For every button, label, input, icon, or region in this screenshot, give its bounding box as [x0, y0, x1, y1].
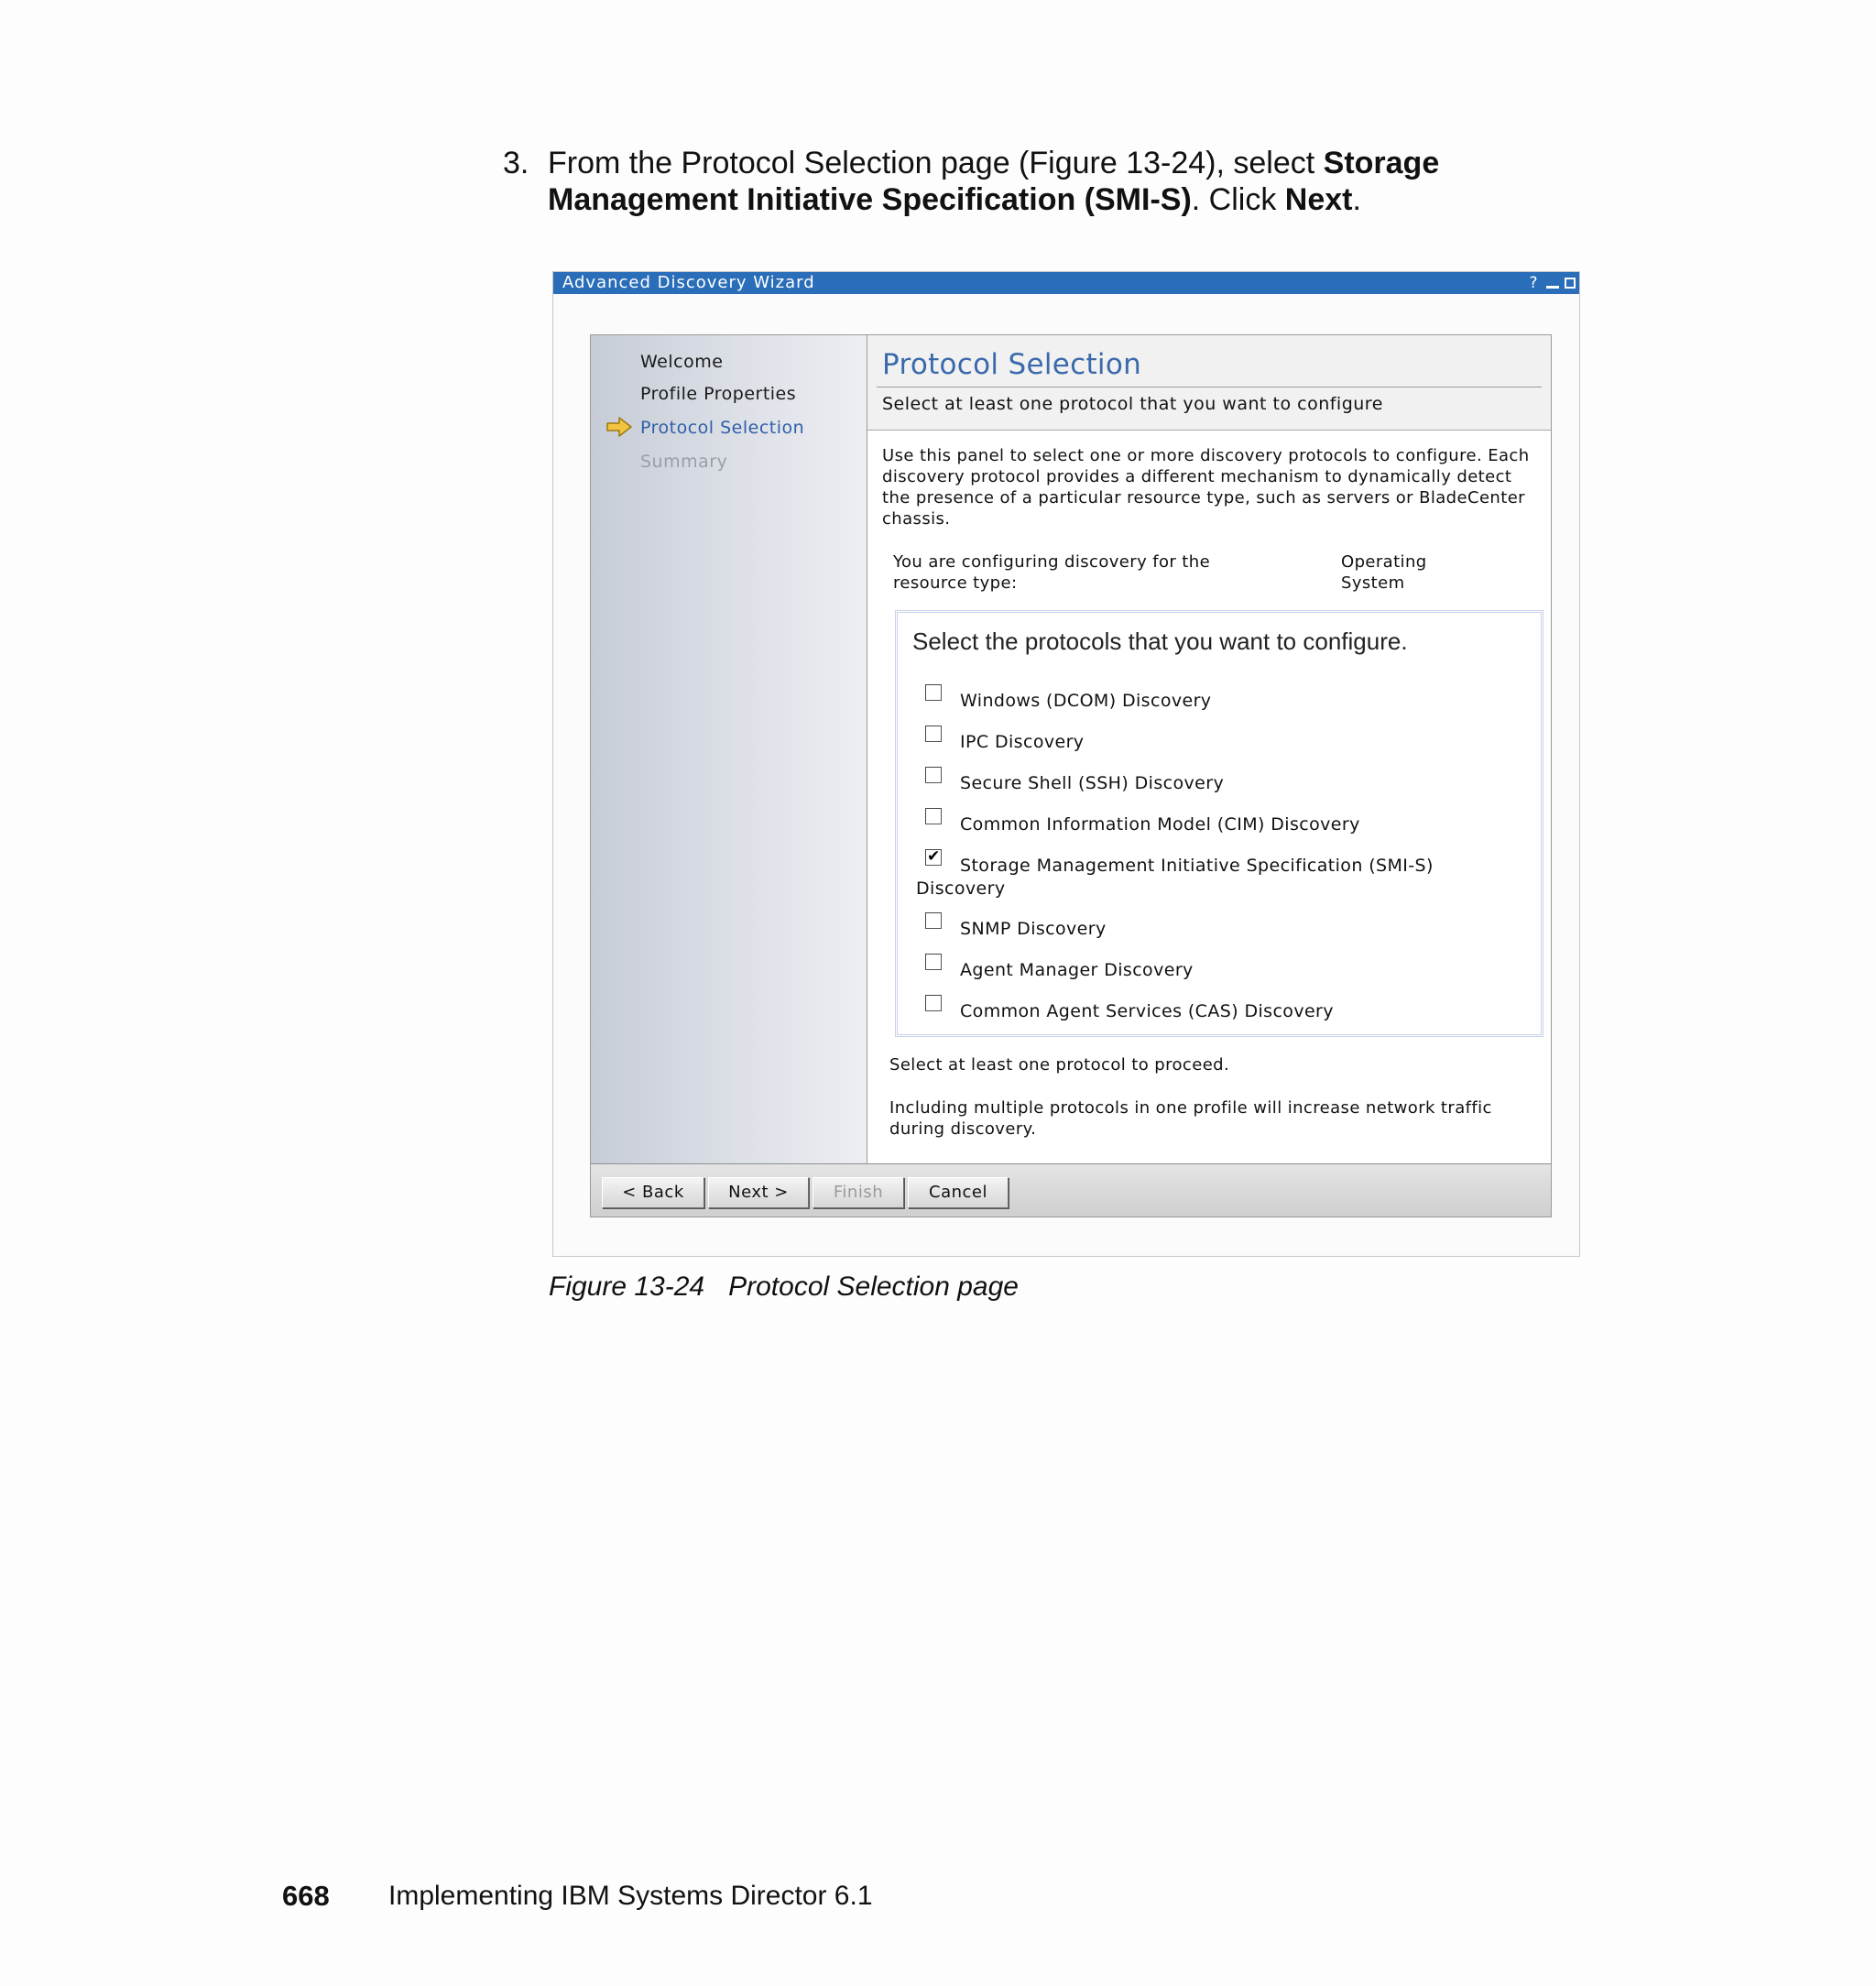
protocol-option-cim[interactable] — [916, 813, 1521, 836]
minimize-icon[interactable] — [1546, 286, 1559, 289]
nav-item-welcome[interactable]: Welcome — [640, 352, 724, 372]
step-prefix: From the Protocol Selection page (Figure 13-24), select — [548, 146, 1324, 180]
checkbox[interactable] — [925, 954, 942, 970]
nav-item-summary: Summary — [640, 452, 728, 472]
protocol-label: Storage Management Initiative Specification (SMI-S) Discovery — [916, 856, 1434, 899]
maximize-icon[interactable] — [1565, 278, 1576, 289]
figure-title: Protocol Selection page — [728, 1271, 1019, 1302]
back-button[interactable]: < Back — [602, 1177, 704, 1208]
protocol-option-ssh[interactable] — [916, 772, 1521, 795]
wizard-nav — [591, 335, 867, 1163]
wizard-panel — [590, 334, 1552, 1217]
resource-type-label: You are configuring discovery for the resource type: — [893, 552, 1211, 593]
checkbox[interactable] — [925, 912, 942, 929]
window-titlebar — [553, 272, 1579, 294]
checkbox[interactable] — [925, 808, 942, 824]
page-subtitle: Select at least one protocol that you want to configure — [882, 394, 1383, 414]
step-number: 3. — [503, 146, 529, 180]
figure-number: Figure 13-24 — [549, 1271, 705, 1302]
step-bold-target: Storage Management Initiative Specification (SMI-S) — [548, 146, 1440, 217]
help-icon[interactable]: ? — [1529, 273, 1539, 292]
checkbox-checked[interactable] — [925, 849, 942, 866]
page-number: 668 — [282, 1880, 330, 1912]
figure-caption — [549, 1271, 1019, 1303]
book-title: Implementing IBM Systems Director 6.1 — [388, 1881, 873, 1911]
cancel-button[interactable]: Cancel — [908, 1177, 1009, 1208]
protocol-group-heading: Select the protocols that you want to configure. — [912, 627, 1408, 655]
protocol-option-smis[interactable] — [916, 847, 1521, 900]
traffic-note: Including multiple protocols in one profile will increase network traffic during discovery. — [889, 1098, 1492, 1139]
resource-type-value: Operating System — [1341, 552, 1427, 593]
window-title: Advanced Discovery Wizard — [562, 273, 815, 292]
protocol-label: SNMP Discovery — [960, 919, 1107, 939]
window-controls — [1527, 272, 1576, 294]
wizard-footer — [591, 1163, 1551, 1217]
protocol-label: Common Information Model (CIM) Discovery — [960, 814, 1360, 835]
checkbox[interactable] — [925, 995, 942, 1011]
next-button[interactable]: Next > — [708, 1177, 809, 1208]
protocol-label: Secure Shell (SSH) Discovery — [960, 773, 1225, 793]
wizard-window — [552, 271, 1580, 1257]
protocol-label: Windows (DCOM) Discovery — [960, 691, 1212, 711]
protocol-label: Agent Manager Discovery — [960, 960, 1194, 980]
wizard-content — [867, 335, 1551, 1163]
nav-item-profile-properties[interactable]: Profile Properties — [640, 384, 797, 404]
checkbox[interactable] — [925, 684, 942, 701]
protocol-option-cas[interactable] — [916, 1000, 1521, 1023]
step-suffix: . — [1352, 182, 1361, 217]
step-text — [548, 145, 1529, 218]
checkbox[interactable] — [925, 767, 942, 783]
checkmark-icon: ✔ — [927, 847, 941, 866]
protocol-label: Common Agent Services (CAS) Discovery — [960, 1001, 1334, 1021]
step-bold-action: Next — [1284, 182, 1353, 217]
protocol-group — [895, 610, 1543, 1037]
page-title: Protocol Selection — [882, 348, 1142, 381]
content-header — [867, 335, 1551, 431]
current-step-arrow-icon — [605, 416, 633, 438]
protocol-option-dcom[interactable] — [916, 690, 1521, 713]
protocol-option-ipc[interactable] — [916, 731, 1521, 754]
proceed-note: Select at least one protocol to proceed. — [889, 1055, 1230, 1075]
step-middle: . Click — [1191, 182, 1285, 217]
checkbox[interactable] — [925, 726, 942, 742]
page-description: Use this panel to select one or more discovery protocols to configure. Each discovery protocol provides a different mechanism to dynamically detect the presence of a particular resource type, such as servers or BladeCenter chassis. — [882, 446, 1530, 529]
protocol-option-snmp[interactable] — [916, 918, 1521, 941]
protocol-label: IPC Discovery — [960, 732, 1085, 752]
finish-button: Finish — [813, 1177, 904, 1208]
protocol-option-agent-manager[interactable] — [916, 959, 1521, 982]
nav-item-protocol-selection[interactable]: Protocol Selection — [640, 418, 805, 438]
